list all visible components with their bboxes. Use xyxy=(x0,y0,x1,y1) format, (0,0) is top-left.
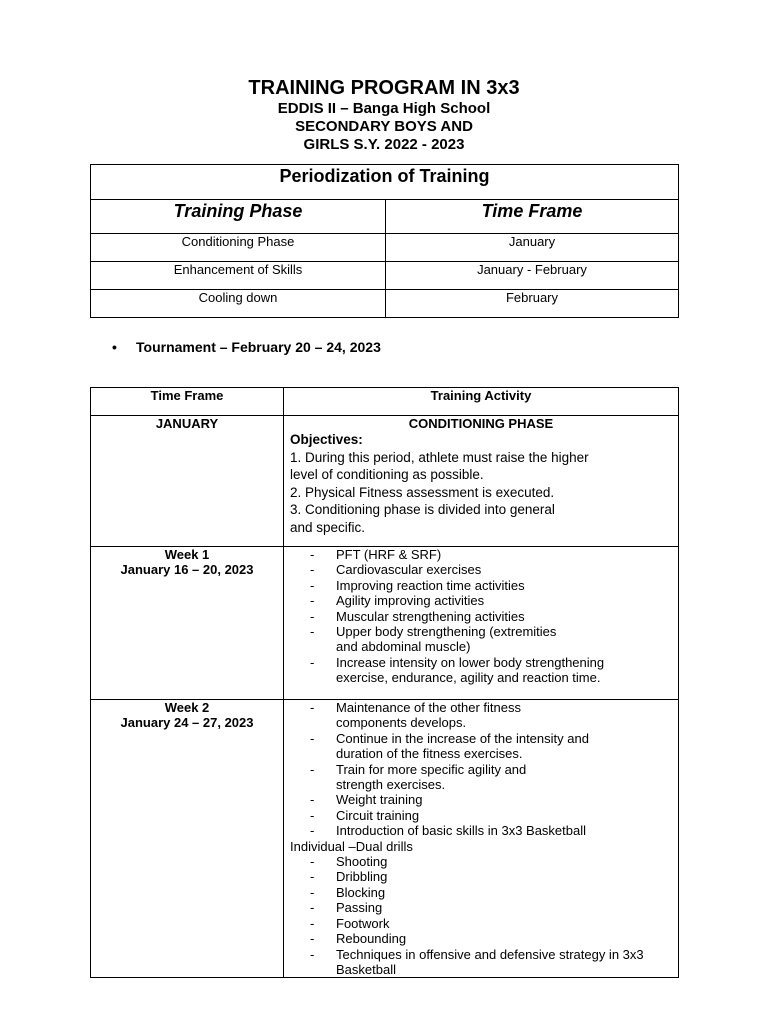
week-dates: January 24 – 27, 2023 xyxy=(120,715,254,731)
phase-cell: Cooling down xyxy=(91,290,386,318)
list-item: - Weight training xyxy=(310,792,670,807)
school-name: EDDIS II – Banga High School xyxy=(277,100,491,117)
objective-1a: 1. During this period, athlete must raise the higher xyxy=(290,449,589,465)
week2-activities xyxy=(284,700,670,839)
week1-row xyxy=(91,547,679,700)
list-item: - Agility improving activities xyxy=(310,593,670,608)
activity-table xyxy=(90,387,679,978)
time-cell: January - February xyxy=(386,262,679,290)
subtitle-line-2: SECONDARY BOYS AND xyxy=(295,118,473,135)
periodization-table xyxy=(90,164,679,318)
list-item: - Shooting xyxy=(310,854,670,869)
list-item: - Techniques in offensive and defensive strategy in 3x3 Basketball xyxy=(310,947,661,978)
objective-2: 2. Physical Fitness assessment is executed. xyxy=(290,484,555,500)
objectives-title: Objectives: xyxy=(290,432,363,448)
list-item: - Improving reaction time activities xyxy=(310,578,670,593)
list-item: - Upper body strengthening (extremities and abdominal muscle) xyxy=(310,624,576,655)
list-item: - Introduction of basic skills in 3x3 Basketball xyxy=(310,823,670,838)
list-item: - Rebounding xyxy=(310,931,670,946)
list-item: - Maintenance of the other fitness components develops. xyxy=(310,700,561,731)
phase-cell: Conditioning Phase xyxy=(91,234,386,262)
list-item: - Footwork xyxy=(310,916,670,931)
week2-row xyxy=(91,700,679,978)
list-item: - Continue in the increase of the intensity and duration of the fitness exercises. xyxy=(310,731,606,762)
drills-title: Individual –Dual drills xyxy=(290,838,413,854)
list-item: - Circuit training xyxy=(310,808,670,823)
table-row xyxy=(91,262,679,290)
list-item: - Passing xyxy=(310,900,670,915)
bullet-icon: • xyxy=(112,339,117,355)
time-cell: February xyxy=(386,290,679,318)
objective-3b: and specific. xyxy=(290,519,366,535)
tournament-note xyxy=(112,339,381,355)
subtitle-line-3: GIRLS S.Y. 2022 - 2023 xyxy=(303,136,465,153)
week-dates: January 16 – 20, 2023 xyxy=(120,562,254,578)
january-row xyxy=(91,416,679,547)
objective-3a: 3. Conditioning phase is divided into general xyxy=(290,502,555,518)
week1-activities xyxy=(284,547,670,686)
week-label: Week 2 xyxy=(164,700,210,715)
list-item: - Dribbling xyxy=(310,869,670,884)
list-item: - Cardiovascular exercises xyxy=(310,562,670,577)
phase-title: CONDITIONING PHASE xyxy=(408,416,554,431)
list-item: - Muscular strengthening activities xyxy=(310,609,670,624)
list-item: - PFT (HRF & SRF) xyxy=(310,547,670,562)
document-header xyxy=(0,76,768,154)
table-row xyxy=(91,290,679,318)
time-cell: January xyxy=(386,234,679,262)
list-item: - Blocking xyxy=(310,885,670,900)
table-row xyxy=(91,234,679,262)
drill-list xyxy=(284,854,670,977)
objective-1b: level of conditioning as possible. xyxy=(290,467,484,483)
week-label: Week 1 xyxy=(164,547,210,562)
col-time-frame: Time Frame xyxy=(91,388,284,416)
col-training-activity: Training Activity xyxy=(284,388,679,416)
tournament-text: Tournament – February 20 – 24, 2023 xyxy=(136,339,381,355)
col-training-phase: Training Phase xyxy=(91,200,386,234)
phase-cell: Enhancement of Skills xyxy=(91,262,386,290)
periodization-caption: Periodization of Training xyxy=(91,165,679,200)
document-title: TRAINING PROGRAM IN 3x3 xyxy=(248,77,520,99)
conditioning-objectives xyxy=(284,416,679,547)
col-time-frame: Time Frame xyxy=(386,200,679,234)
list-item: - Train for more specific agility and strength exercises. xyxy=(310,762,566,793)
january-label: JANUARY xyxy=(91,416,284,547)
list-item: - Increase intensity on lower body strengthening exercise, endurance, agility and reaction time. xyxy=(310,655,656,686)
